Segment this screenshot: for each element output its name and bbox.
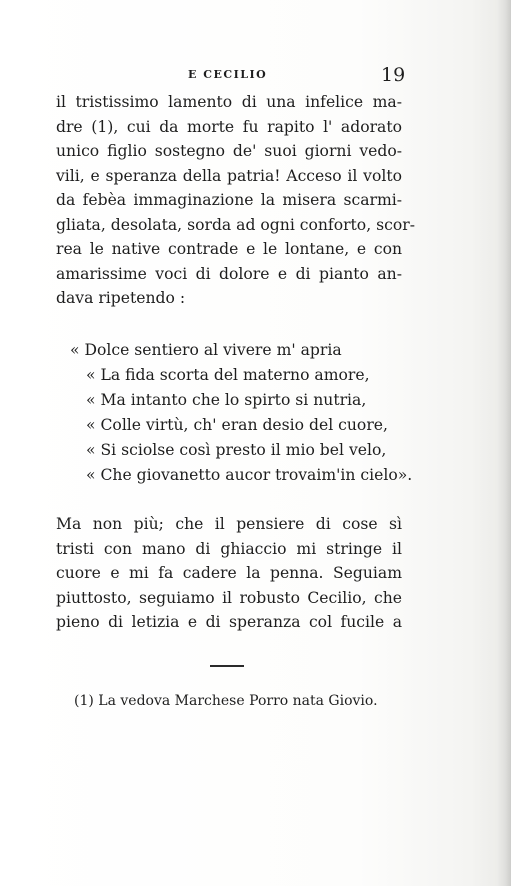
- footnote-divider: [210, 665, 244, 667]
- text-line: vili, e speranza della patria! Acceso il volto: [56, 166, 402, 185]
- page-edge-shadow: [497, 0, 511, 886]
- text-line: rea le native contrade e le lontane, e con: [56, 240, 402, 258]
- text-line: pieno di letizia e di speranza col fucile a: [56, 613, 402, 631]
- verse-block: [70, 338, 413, 488]
- running-head: E CECILIO: [188, 68, 268, 81]
- paragraph-2: [56, 512, 402, 635]
- text-line: tristi con mano di ghiaccio mi stringe il: [56, 539, 402, 558]
- page-number: 19: [381, 64, 406, 86]
- verse-line: « Ma intanto che lo spirto si nutria,: [86, 391, 367, 409]
- paragraph-1: [56, 90, 415, 311]
- text-line: Ma non più; che il pensiere di cose sì: [56, 515, 402, 533]
- text-line: dava ripetendo :: [56, 289, 186, 307]
- verse-line: « Colle virtù, ch' eran desio del cuore,: [86, 416, 388, 434]
- text-line: gliata, desolata, sorda ad ogni conforto, scor-: [56, 215, 415, 234]
- text-line: cuore e mi fa cadere la penna. Seguiam: [56, 564, 402, 582]
- text-line: da febèa immaginazione la misera scarmi-: [56, 191, 402, 209]
- verse-line: « Dolce sentiero al vivere m' apria: [70, 341, 342, 359]
- verse-line: « Che giovanetto aucor trovaim'in cielo».: [86, 466, 413, 484]
- text-line: dre (1), cui da morte fu rapito l' adorato: [56, 117, 402, 136]
- text-line: piuttosto, seguiamo il robusto Cecilio, che: [56, 588, 402, 607]
- text-line: amarissime voci di dolore e di pianto an-: [56, 264, 402, 283]
- verse-line: « La fida scorta del materno amore,: [86, 366, 370, 384]
- text-line: unico figlio sostegno de' suoi giorni vedo-: [56, 142, 402, 160]
- footnote: (1) La vedova Marchese Porro nata Giovio.: [74, 693, 378, 709]
- verse-line: « Si sciolse così presto il mio bel velo,: [86, 441, 387, 459]
- text-line: il tristissimo lamento di una infelice ma-: [56, 93, 402, 111]
